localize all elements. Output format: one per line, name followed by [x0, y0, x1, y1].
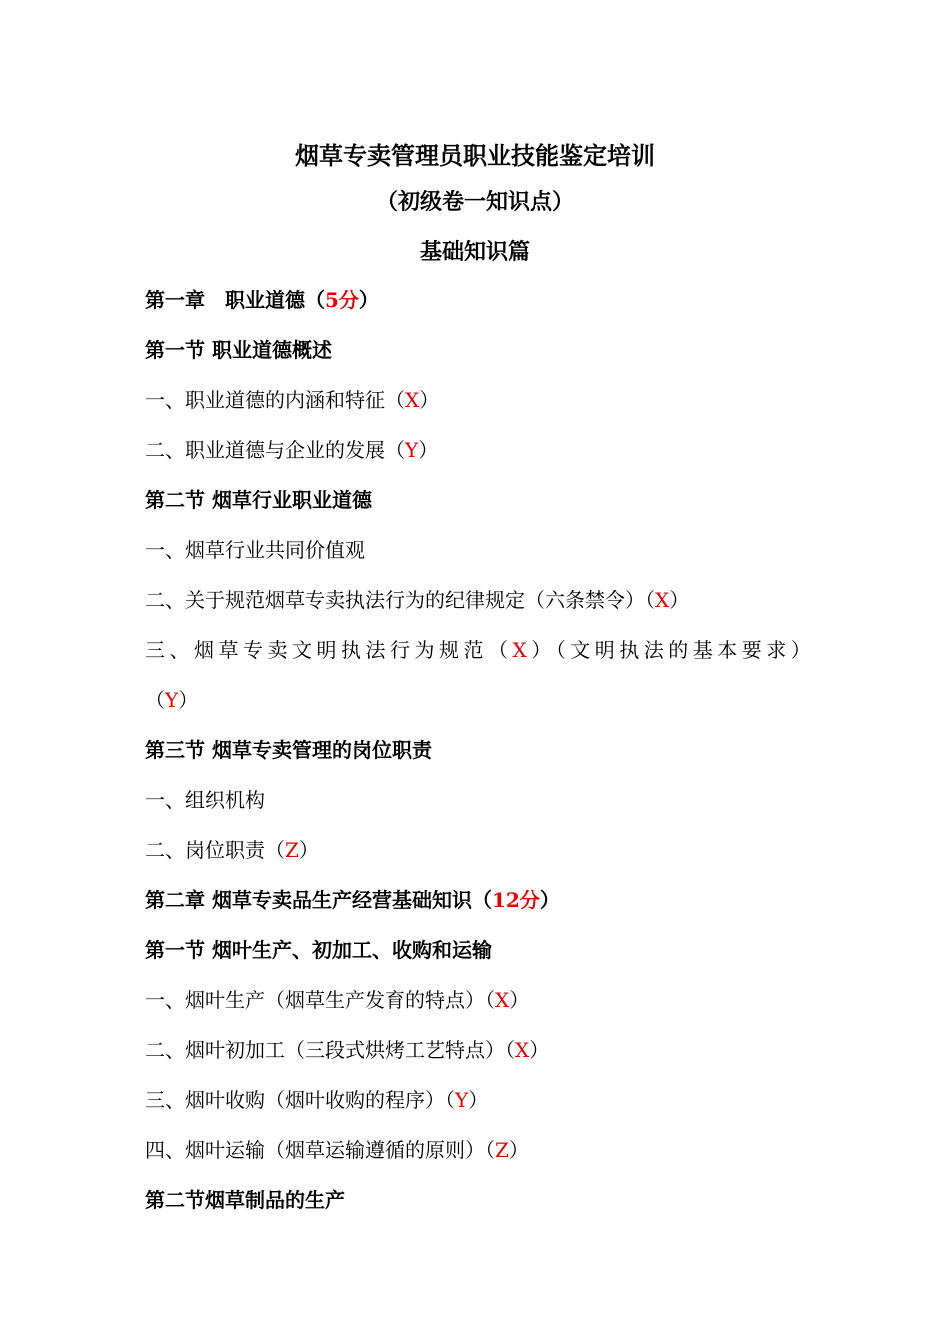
list-item: 三、烟叶收购（烟叶收购的程序）（Y）: [145, 1088, 489, 1112]
list-item: 一、组织机构: [145, 788, 265, 812]
list-item: 四、烟叶运输（烟草运输遵循的原则）（Z）: [145, 1138, 529, 1162]
list-item-continuation: （Y）: [145, 688, 199, 712]
chapter-heading: 第二章 烟草专卖品生产经营基础知识（12分）: [145, 888, 560, 912]
section-heading: 第一节 烟叶生产、初加工、收购和运输: [145, 938, 492, 962]
doc-part-heading: 基础知识篇: [419, 239, 530, 265]
section-heading: 第一节 职业道德概述: [145, 338, 332, 362]
list-item: 一、职业道德的内涵和特征（X）: [145, 388, 440, 412]
list-item: 一、烟草行业共同价值观: [145, 538, 365, 562]
list-item: 二、关于规范烟草专卖执法行为的纪律规定（六条禁令）（X）: [145, 588, 690, 612]
doc-title: 烟草专卖管理员职业技能鉴定培训: [295, 141, 655, 170]
list-item: 二、烟叶初加工（三段式烘烤工艺特点）（X）: [145, 1038, 550, 1062]
doc-subtitle: （初级卷一知识点）: [375, 189, 574, 215]
list-item: 一、烟叶生产（烟草生产发育的特点）（X）: [145, 988, 530, 1012]
list-item: 二、岗位职责（Z）: [145, 838, 319, 862]
section-heading: 第二节烟草制品的生产: [145, 1188, 345, 1212]
chapter-heading: 第一章 职业道德（5分）: [145, 288, 379, 312]
list-item: 二、职业道德与企业的发展（Y）: [145, 438, 439, 462]
section-heading: 第三节 烟草专卖管理的岗位职责: [145, 738, 432, 762]
section-heading: 第二节 烟草行业职业道德: [145, 488, 372, 512]
list-item: 三、烟草专卖文明执法行为规范（X）（文明执法的基本要求）: [145, 638, 816, 662]
